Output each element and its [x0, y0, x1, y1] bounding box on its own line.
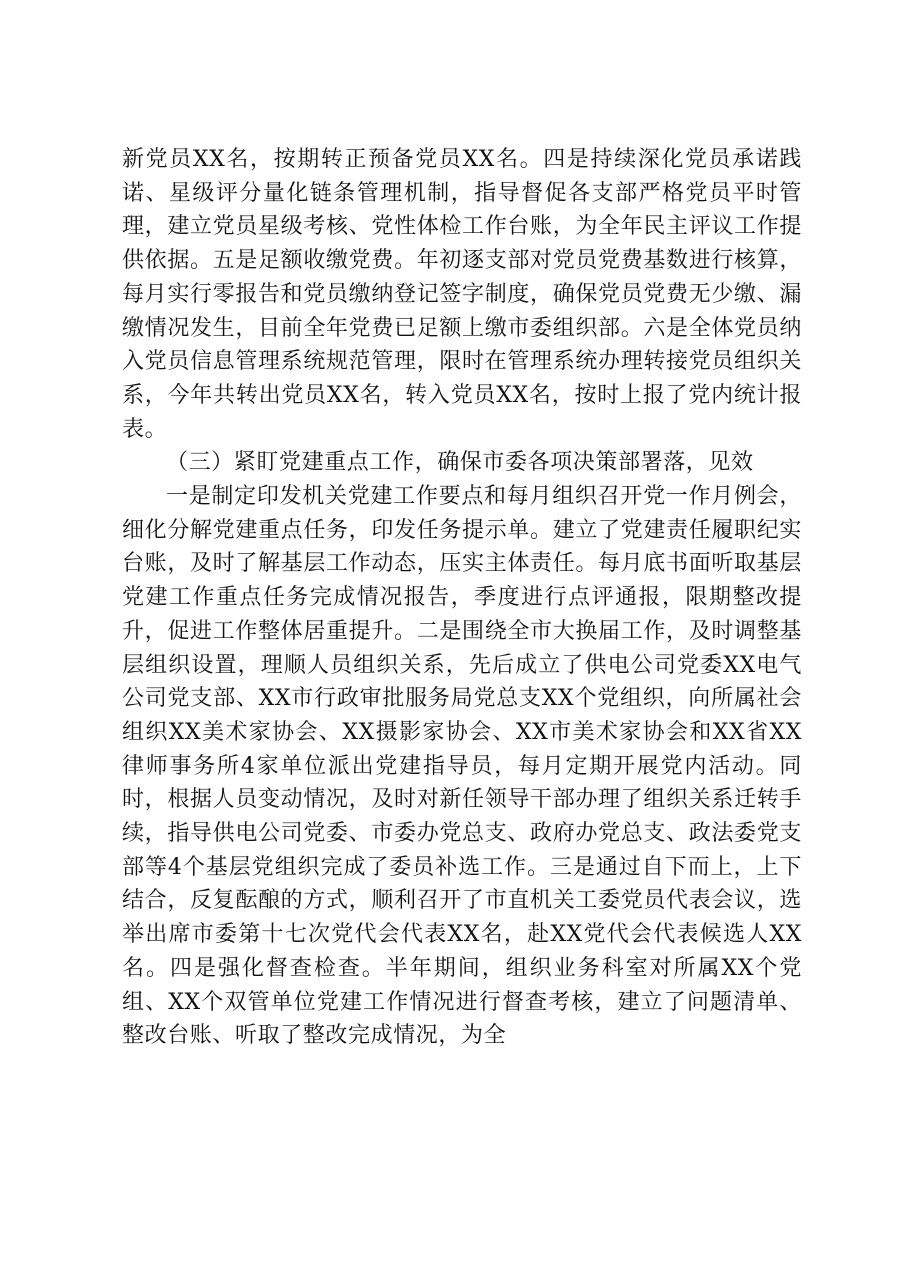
section-heading: （三）紧盯党建重点工作，确保市委各项决策部署落，见效: [166, 450, 754, 476]
paragraph-continuation: 新党员XX名，按期转正预备党员XX名。四是持续深化党员承诺践诺、星级评分量化链条管理机制，指导督促各支部严格党员平时管理，建立党员星级考核、党性体检工作台账，为全年民主评议工作提供依据。五是足额收缴党费。年初逐支部对党员党费基数进行核算，每月实行零报告和党员缴纳登记签字制度，确保党员党费无少缴、漏缴情况发生，目前全年党费已足额上缴市委组织部。六是全体党员纳入党员信息管理系统规范管理，限时在管理系统办理转接党员组织关系，今年共转出党员XX名，转入党员XX名，按时上报了党内统计报表。: [122, 147, 802, 442]
paragraph-body: 一是制定印发机关党建工作要点和每月组织召开党一作月例会，细化分解党建重点任务，印发任务提示单。建立了党建责任履职纪实台账，及时了解基层工作动态，压实主体责任。每月底书面听取基层党建工作重点任务完成情况报告，季度进行点评通报，限期整改提升，促进工作整体居重提升。二是围绕全市大换届工作，及时调整基层组织设置，理顺人员组织关系，先后成立了供电公司党委XX电气公司党支部、XX市行政审批服务局党总支XX个党组织，向所属社会组织XX美术家协会、XX摄影家协会、XX市美术家协会和XX省XX律师事务所4家单位派出党建指导员，每月定期开展党内活动。同时，根据人员变动情况，及时对新任领导干部办理了组织关系迁转手续，指导供电公司党委、市委办党总支、政府办党总支、政法委党支部等4个基层党组织完成了委员补选工作。三是通过自下而上，上下结合，反复酝酿的方式，顺利召开了市直机关工委党员代表会议，选举出席市委第十七次党代会代表XX名，赴XX党代会代表候选人XX名。四是强化督查检查。半年期间，组织业务科室对所属XX个党组、XX个双管单位党建工作情况进行督查考核，建立了问题清单、整改台账、听取了整改完成情况，为全: [122, 484, 802, 1049]
document-body: [122, 143, 802, 1053]
